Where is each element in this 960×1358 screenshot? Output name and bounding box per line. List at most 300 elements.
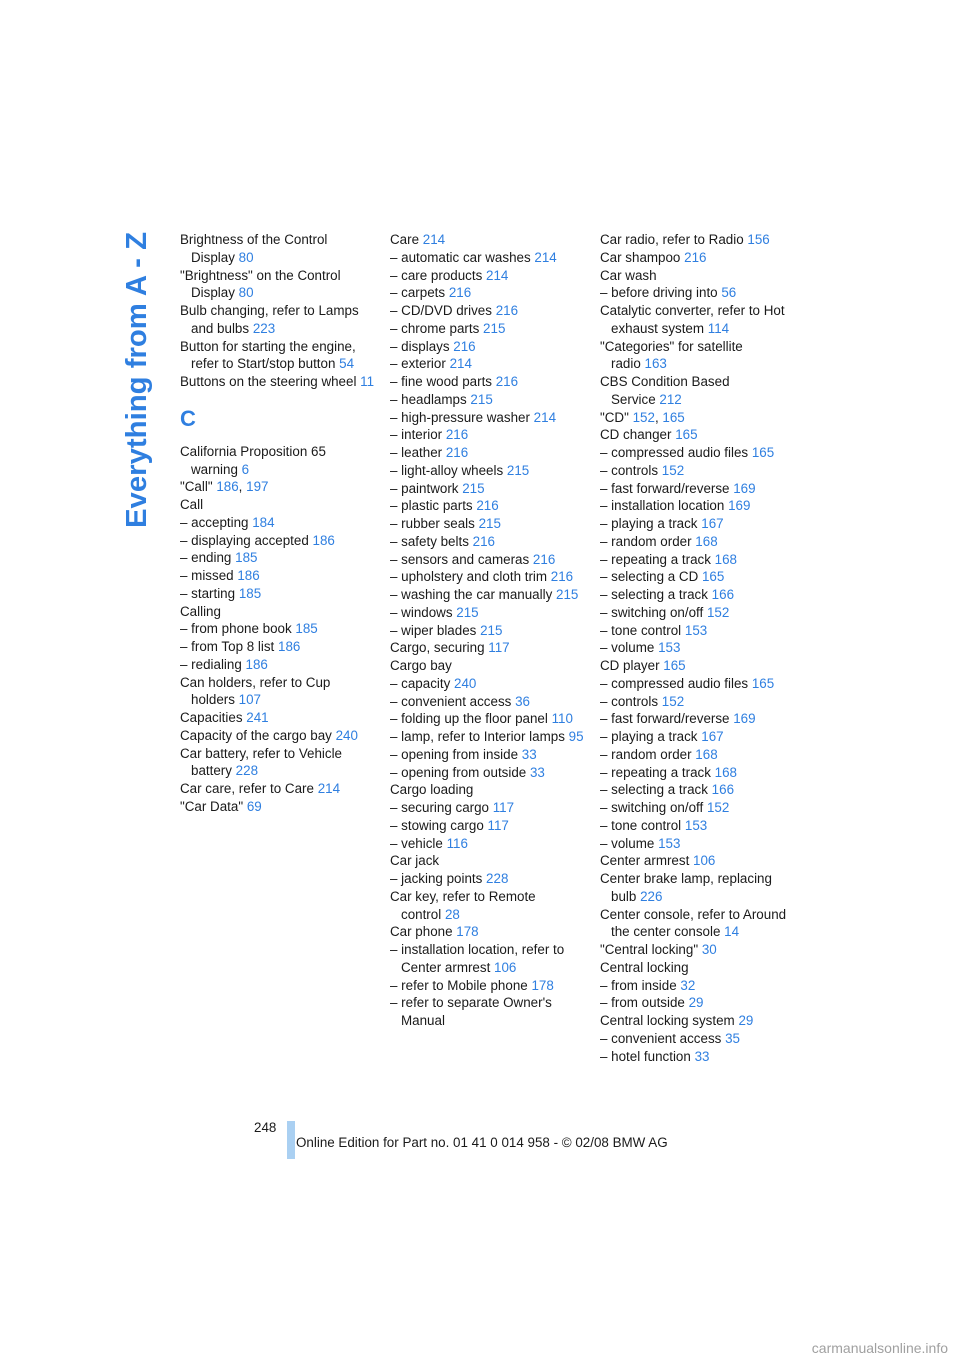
page-reference-link[interactable]: 152 <box>661 693 685 709</box>
page-reference-link[interactable]: 36 <box>515 693 530 709</box>
page-reference-link[interactable]: 29 <box>738 1013 754 1028</box>
page-reference-link[interactable]: 95 <box>568 729 584 744</box>
page-reference-link[interactable]: 186 <box>278 639 301 654</box>
section-letter-heading: C <box>180 405 196 431</box>
index-entry-jacking-points <box>390 870 590 888</box>
page-reference-link[interactable]: 153 <box>658 835 681 851</box>
index-entry-car-battery-refer-to-vehicle-battery <box>180 745 380 781</box>
page-reference-link[interactable]: 214 <box>449 356 472 372</box>
index-entry-securing-cargo <box>390 799 590 817</box>
page-reference-link[interactable]: 106 <box>494 959 517 975</box>
page-reference-link[interactable]: 152 <box>632 409 655 425</box>
page-reference-link[interactable]: 216 <box>476 498 499 514</box>
page-reference-link[interactable]: 178 <box>531 977 554 993</box>
index-entry-refer-to-mobile-phone <box>390 977 590 995</box>
index-entry-term: Cargo bay <box>390 658 452 673</box>
index-entry-capacity-of-the-cargo-bay <box>180 727 380 745</box>
index-entry-repeating-a-track <box>600 764 800 782</box>
index-entry-term: – random order <box>600 533 692 549</box>
index-entry-term: – refer to Mobile phone <box>390 977 528 993</box>
page-reference-link[interactable]: 212 <box>659 391 682 407</box>
index-entry-random-order <box>600 746 800 764</box>
index-entry-light-alloy-wheels <box>390 462 590 480</box>
page-reference-link[interactable]: 165 <box>675 427 698 443</box>
index-entry-term: – from inside <box>600 977 677 993</box>
index-entry-car-radio-refer-to-radio <box>600 231 800 249</box>
watermark-text: carmanualsonline.info <box>811 1340 948 1356</box>
index-entry-term: – playing a track <box>600 516 698 531</box>
index-entry-fast-forward-reverse <box>600 480 800 498</box>
index-entry-plastic-parts <box>390 497 590 515</box>
index-entry-switching-on-off <box>600 604 800 622</box>
side-title-graphic <box>112 230 156 530</box>
page-reference-link[interactable]: 167 <box>701 516 724 531</box>
page-reference-link[interactable]: 30 <box>701 942 717 957</box>
index-entry-calling <box>180 603 380 621</box>
index-entry-from-phone-book <box>180 620 380 638</box>
page-reference-link[interactable]: 29 <box>688 995 704 1011</box>
page-reference-link[interactable]: 56 <box>721 285 737 301</box>
index-entry-term: Calling <box>180 603 221 619</box>
index-entry-term: "Central locking" <box>600 942 699 957</box>
index-entry-term: – folding up the floor panel <box>390 711 548 727</box>
index-entry-term: – selecting a track <box>600 587 708 602</box>
index-entry-opening-from-outside <box>390 764 590 782</box>
page-reference-link[interactable]: 226 <box>640 888 663 904</box>
page-reference-link[interactable]: 223 <box>252 320 276 336</box>
index-entry-car-shampoo <box>600 249 800 267</box>
index-entry-care-products <box>390 267 590 285</box>
page-reference-link[interactable]: 117 <box>492 800 515 815</box>
page-reference-link[interactable]: 165 <box>751 675 775 691</box>
index-entry-term: – before driving into <box>600 285 718 301</box>
page-reference-link[interactable]: 114 <box>707 320 730 336</box>
page-reference-link[interactable]: 215 <box>470 391 493 407</box>
index-entry-term: – controls <box>600 693 659 709</box>
index-entry-center-console-refer-to-around-the-cente <box>600 906 800 942</box>
page-reference-link[interactable]: 152 <box>706 800 730 815</box>
index-entry-term: – headlamps <box>390 391 467 407</box>
index-column-3 <box>600 231 800 1065</box>
page-reference-link[interactable]: 169 <box>733 711 756 727</box>
index-entry-term: – light-alloy wheels <box>390 462 504 478</box>
index-entry-term: – opening from outside <box>390 764 527 780</box>
page-reference-link[interactable]: 215 <box>506 462 530 478</box>
page-reference-link[interactable]: 6 <box>241 461 250 477</box>
index-entry-term: – exterior <box>390 356 446 372</box>
index-entry-accepting <box>180 514 380 532</box>
index-entry-random-order <box>600 533 800 551</box>
index-entry-term: – fine wood parts <box>390 374 492 389</box>
page-reference-link[interactable]: 117 <box>487 817 509 833</box>
index-entry-term: – securing cargo <box>390 800 489 815</box>
index-entry-capacities <box>180 709 380 727</box>
index-entry-term: – compressed audio files <box>600 675 749 691</box>
page-reference-link[interactable]: 28 <box>444 906 460 922</box>
page-reference-link[interactable]: 216 <box>472 533 495 549</box>
page-reference-link[interactable]: 186 <box>216 479 239 495</box>
page-reference-link[interactable]: 11 <box>360 374 375 389</box>
index-entry-term: – chrome parts <box>390 320 480 336</box>
page-reference-link[interactable]: 214 <box>317 781 341 796</box>
index-entry-term: Car battery, refer to Vehicle battery <box>180 745 343 779</box>
index-entry-capacity <box>390 675 590 693</box>
page-reference-link[interactable]: 216 <box>448 285 472 301</box>
index-column-2 <box>390 231 590 1030</box>
page-reference-link[interactable]: 216 <box>684 249 707 265</box>
page-reference-link[interactable]: 33 <box>694 1048 710 1064</box>
index-entry-term: "Car Data" <box>180 798 244 814</box>
index-entry-term: – safety belts <box>390 533 469 549</box>
index-entry-term: – selecting a CD <box>600 569 699 585</box>
index-entry-term: – displaying accepted <box>180 532 309 548</box>
page-reference-link[interactable]: 14 <box>724 924 740 940</box>
page-reference-link[interactable]: 168 <box>695 533 718 549</box>
page-reference-link[interactable]: 216 <box>532 551 556 567</box>
index-entry-fast-forward-reverse <box>600 710 800 728</box>
index-entry-center-brake-lamp-replacing-bulb <box>600 870 800 906</box>
index-entry-center-armrest <box>600 852 800 870</box>
page-reference-link[interactable]: 241 <box>246 710 269 725</box>
index-entry-car-wash <box>600 267 800 285</box>
page-reference-link[interactable]: 185 <box>295 621 318 637</box>
index-entry-car-data <box>180 798 380 816</box>
page-reference-link[interactable]: 165 <box>663 658 686 673</box>
index-entry-wiper-blades <box>390 622 590 640</box>
page-reference-link[interactable]: 153 <box>684 817 708 833</box>
page-reference-link[interactable]: 165 <box>701 569 725 585</box>
page-reference-link[interactable]: 153 <box>658 640 681 656</box>
index-entry-playing-a-track <box>600 515 800 533</box>
index-entry-sensors-and-cameras <box>390 551 590 569</box>
index-entry-term: Care <box>390 232 420 247</box>
index-entry-opening-from-inside <box>390 746 590 764</box>
index-entry-care <box>390 231 590 249</box>
index-entry-bulb-changing-refer-to-lamps-and-bulbs <box>180 302 380 338</box>
index-column-1 <box>180 231 380 816</box>
index-entry-term: Button for starting the engine, refer to Start/stop button <box>180 338 356 372</box>
index-entry-before-driving-into <box>600 284 800 302</box>
index-entry-volume <box>600 835 800 853</box>
page-reference-link[interactable]: 216 <box>453 338 476 354</box>
index-entry-term: – interior <box>390 427 443 443</box>
page-reference-link[interactable]: 216 <box>445 445 469 460</box>
index-entry-term: – selecting a track <box>600 782 708 798</box>
index-entry-button-for-starting-the-engine-refer-to- <box>180 338 380 374</box>
index-entry-buttons-on-the-steering-wheel <box>180 373 380 391</box>
page-reference-link[interactable]: 168 <box>714 551 737 567</box>
index-entry-ending <box>180 549 380 567</box>
page-reference-link[interactable]: 215 <box>456 604 479 620</box>
page-reference-link[interactable]: 80 <box>238 249 254 265</box>
index-entry-term: "CD" <box>600 409 629 425</box>
index-entry-term: CD changer <box>600 427 672 443</box>
page-reference-link[interactable]: 215 <box>483 320 506 336</box>
page-reference-link[interactable]: 106 <box>693 853 716 869</box>
index-entry-term: Car radio, refer to Radio <box>600 232 744 247</box>
index-entry-term: – paintwork <box>390 480 459 496</box>
watermark <box>0 1338 960 1358</box>
page-reference-link[interactable]: 240 <box>335 727 358 743</box>
page-reference-link[interactable]: 69 <box>246 798 262 814</box>
index-entry-call: "Call" 186, 197 <box>180 479 269 495</box>
index-entry-stowing-cargo <box>390 817 590 835</box>
index-entry-term: – ending <box>180 550 232 566</box>
page-reference-link[interactable]: 214 <box>486 267 509 283</box>
page-reference-link[interactable]: 168 <box>714 764 737 780</box>
index-entry-displaying-accepted <box>180 532 380 550</box>
page-reference-link[interactable]: 228 <box>486 871 509 886</box>
index-entry-term: – leather <box>390 445 443 460</box>
index-entry-term: Catalytic converter, refer to Hot exhaust system <box>600 303 785 336</box>
page-reference-link[interactable]: 228 <box>235 763 259 779</box>
index-entry-term: Brightness of the Control Display <box>180 232 328 265</box>
index-entry-term: Buttons on the steering wheel <box>180 374 357 389</box>
page-reference-link[interactable]: 184 <box>252 514 275 530</box>
index-entry-car-key-refer-to-remote-control <box>390 888 590 924</box>
index-entry-lamp-refer-to-interior-lamps <box>390 728 590 746</box>
page-reference-link[interactable]: 80 <box>238 285 254 301</box>
index-entry-term: – accepting <box>180 514 249 530</box>
index-entry-term: – convenient access <box>600 1030 722 1046</box>
page-reference-link[interactable]: 167 <box>701 729 724 744</box>
index-entry-term: – refer to separate Owner's Manual <box>390 995 552 1028</box>
index-entry-switching-on-off <box>600 799 800 817</box>
page-reference-link[interactable]: 33 <box>521 746 537 762</box>
index-entry-cargo-loading <box>390 781 590 799</box>
index-entry-term: – vehicle <box>390 835 443 851</box>
index-entry-term: – stowing cargo <box>390 817 484 833</box>
index-entry-exterior <box>390 355 590 373</box>
index-entry-term: – sensors and cameras <box>390 551 530 567</box>
index-entry-from-outside <box>600 994 800 1012</box>
page-reference-link[interactable]: 215 <box>480 622 503 638</box>
page-reference-link[interactable]: 116 <box>446 835 468 851</box>
index-entry-term: – opening from inside <box>390 746 519 762</box>
index-entry-term: – from Top 8 list <box>180 639 275 654</box>
index-entry-term: – fast forward/reverse <box>600 711 730 727</box>
index-entry-term: Bulb changing, refer to Lamps and bulbs <box>180 303 359 336</box>
index-entry-safety-belts <box>390 533 590 551</box>
page-reference-link[interactable]: 166 <box>711 587 735 602</box>
index-entry-upholstery-and-cloth-trim <box>390 568 590 586</box>
index-entry-california-proposition-65-warning <box>180 443 380 479</box>
index-entry-categories-for-satellite-radio <box>600 338 800 374</box>
index-entry-term: – hotel function <box>600 1048 691 1064</box>
page-reference-link[interactable]: 165 <box>662 409 685 425</box>
page-reference-link[interactable]: 169 <box>733 480 756 496</box>
index-entry-term: – volume <box>600 835 655 851</box>
index-entry-term: Center brake lamp, replacing bulb <box>600 871 772 904</box>
page-reference-link[interactable]: 110 <box>551 711 573 727</box>
page-reference-link[interactable]: 166 <box>711 782 735 798</box>
index-entry-term: – capacity <box>390 675 451 691</box>
index-entry-term: – starting <box>180 585 236 601</box>
index-entry-term: – from outside <box>600 995 685 1011</box>
index-entry-hotel-function <box>600 1048 800 1066</box>
index-entry-central-locking <box>600 941 800 959</box>
index-entry-term: "Brightness" on the Control Display <box>180 267 341 301</box>
index-entry-cd-player <box>600 657 800 675</box>
index-entry-term: Center armrest <box>600 853 690 869</box>
page-reference-link[interactable]: 168 <box>695 746 718 762</box>
page-reference-link[interactable]: 178 <box>456 924 479 940</box>
page-reference-link[interactable]: 185 <box>238 585 262 601</box>
page-reference-link[interactable]: 153 <box>684 622 708 638</box>
index-entry-selecting-a-track <box>600 781 800 799</box>
index-entry-term: – wiper blades <box>390 622 477 638</box>
index-entry-displays <box>390 338 590 356</box>
index-entry-term: – care products <box>390 267 483 283</box>
index-entry-term: – plastic parts <box>390 498 473 514</box>
index-entry-selecting-a-track <box>600 586 800 604</box>
index-entry-compressed-audio-files <box>600 675 800 693</box>
index-entry-car-jack <box>390 852 590 870</box>
index-entry-compressed-audio-files <box>600 444 800 462</box>
page-reference-link[interactable]: 216 <box>495 374 519 389</box>
index-entry-term: Can holders, refer to Cup holders <box>180 674 331 708</box>
index-entry-term: – lamp, refer to Interior lamps <box>390 729 565 744</box>
index-entry-term: CBS Condition Based Service <box>600 374 730 407</box>
index-entry-term: – missed <box>180 568 234 583</box>
index-entry-folding-up-the-floor-panel <box>390 710 590 728</box>
index-entry-term: – high-pressure washer <box>390 409 530 425</box>
index-entry-term: – washing the car manually <box>390 587 553 602</box>
index-entry-rubber-seals <box>390 515 590 533</box>
page-reference-link[interactable]: 32 <box>680 977 696 993</box>
index-entry-missed <box>180 567 380 585</box>
page-reference-link[interactable]: 186 <box>312 532 335 548</box>
index-entry-term: – repeating a track <box>600 551 711 567</box>
index-entry-brightness-on-the-control-display <box>180 267 380 303</box>
index-entry-term: – tone control <box>600 622 682 638</box>
index-entry-term: – CD/DVD drives <box>390 303 492 318</box>
index-entry-term: Call <box>180 497 204 512</box>
page-reference-link[interactable]: 33 <box>529 764 545 780</box>
index-entry-term: – random order <box>600 746 692 762</box>
page-reference-link[interactable]: 117 <box>488 640 510 656</box>
page-reference-link[interactable]: 215 <box>462 480 485 496</box>
index-entry-term: – windows <box>390 604 453 620</box>
index-entry-term: Car wash <box>600 267 657 283</box>
index-entry-term: Car phone <box>390 924 453 940</box>
index-entry-term: Capacity of the cargo bay <box>180 727 332 743</box>
page-reference-link[interactable]: 215 <box>478 516 501 531</box>
index-entry-fine-wood-parts <box>390 373 590 391</box>
page-reference-link[interactable]: 240 <box>454 675 477 691</box>
page-reference-link[interactable]: 185 <box>235 550 258 566</box>
index-entry-call <box>180 496 380 514</box>
index-entry-term: "Call" <box>180 479 213 495</box>
index-entry-cargo-bay <box>390 657 590 675</box>
index-entry-cargo-securing <box>390 639 590 657</box>
index-entry-installation-location <box>600 497 800 515</box>
page-reference-link[interactable]: 156 <box>747 232 770 247</box>
index-entry-term: – tone control <box>600 817 682 833</box>
index-entry-from-inside <box>600 977 800 995</box>
page-reference-link[interactable]: 152 <box>661 462 685 478</box>
index-entry-term: Central locking <box>600 959 689 975</box>
page-reference-link[interactable]: 169 <box>728 498 751 514</box>
index-entry-windows <box>390 604 590 622</box>
index-entry-term: – switching on/off <box>600 604 704 620</box>
index-entry-cd-dvd-drives <box>390 302 590 320</box>
page-reference-link[interactable]: 215 <box>556 587 579 602</box>
index-entry-term: – fast forward/reverse <box>600 480 730 496</box>
index-entry-can-holders-refer-to-cup-holders <box>180 674 380 710</box>
index-entry-paintwork <box>390 480 590 498</box>
index-entry-term: Central locking system <box>600 1013 735 1028</box>
index-entry-term: CD player <box>600 658 660 673</box>
index-entry-carpets <box>390 284 590 302</box>
index-entry-cd-changer <box>600 426 800 444</box>
index-entry-term: – jacking points <box>390 871 483 886</box>
index-entry-term: – switching on/off <box>600 800 704 815</box>
index-entry-term: – installation location, refer to Center armrest <box>390 942 565 975</box>
index-entry-term: Cargo, securing <box>390 640 485 656</box>
index-entry-convenient-access <box>600 1030 800 1048</box>
index-entry-term: Capacities <box>180 710 243 725</box>
page-reference-link[interactable]: 186 <box>237 568 260 583</box>
index-entry-volume <box>600 639 800 657</box>
index-entry-automatic-car-washes <box>390 249 590 267</box>
page-reference-link[interactable]: 216 <box>445 427 469 443</box>
page-reference-link[interactable]: 165 <box>751 445 775 460</box>
page-reference-link[interactable]: 163 <box>644 356 667 372</box>
index-entry-term: Center console, refer to Around the center console <box>600 906 787 940</box>
index-entry-term: Car key, refer to Remote control <box>390 888 536 922</box>
page-reference-link[interactable]: 35 <box>725 1030 740 1046</box>
page-reference-link[interactable]: 214 <box>533 409 557 425</box>
index-entry-term: Car jack <box>390 853 440 869</box>
page-reference-link[interactable]: 152 <box>706 604 730 620</box>
index-entry-redialing <box>180 656 380 674</box>
index-entry-term: – redialing <box>180 656 242 672</box>
index-entry-term: – automatic car washes <box>390 249 531 265</box>
index-entry-term: – carpets <box>390 285 446 301</box>
index-entry-central-locking-system <box>600 1012 800 1030</box>
page-number: 248 <box>254 1120 277 1135</box>
page-reference-link[interactable]: 214 <box>422 232 446 247</box>
index-entry-repeating-a-track <box>600 551 800 569</box>
index-entry-term: – from phone book <box>180 621 292 637</box>
index-entry-cd: "CD" 152, 165 <box>600 409 685 425</box>
index-entry-term: – convenient access <box>390 693 512 709</box>
index-entry-installation-location-refer-to-center-ar <box>390 941 590 977</box>
index-entry-convenient-access <box>390 693 590 711</box>
page-reference-link[interactable]: 186 <box>245 656 268 672</box>
index-entry-car-phone <box>390 923 590 941</box>
page-reference-link[interactable]: 107 <box>238 692 261 708</box>
index-entry-chrome-parts <box>390 320 590 338</box>
page-reference-link[interactable]: 197 <box>246 479 269 495</box>
index-entry-washing-the-car-manually <box>390 586 590 604</box>
page-reference-link[interactable]: 54 <box>339 356 355 372</box>
index-entry-term: "Categories" for satellite radio <box>600 338 743 372</box>
index-entry-central-locking <box>600 959 800 977</box>
index-entry-interior <box>390 426 590 444</box>
index-entry-controls <box>600 693 800 711</box>
index-entry-term: – installation location <box>600 498 725 514</box>
footer-accent-bar <box>287 1121 295 1159</box>
index-entry-term: – compressed audio files <box>600 445 749 460</box>
page-reference-link[interactable]: 216 <box>495 303 519 318</box>
index-entry-term: – rubber seals <box>390 516 475 531</box>
index-entry-cbs-condition-based-service <box>600 373 800 409</box>
page-reference-link[interactable]: 214 <box>534 249 557 265</box>
index-entry-tone-control <box>600 817 800 835</box>
page-reference-link[interactable]: 216 <box>550 569 574 585</box>
